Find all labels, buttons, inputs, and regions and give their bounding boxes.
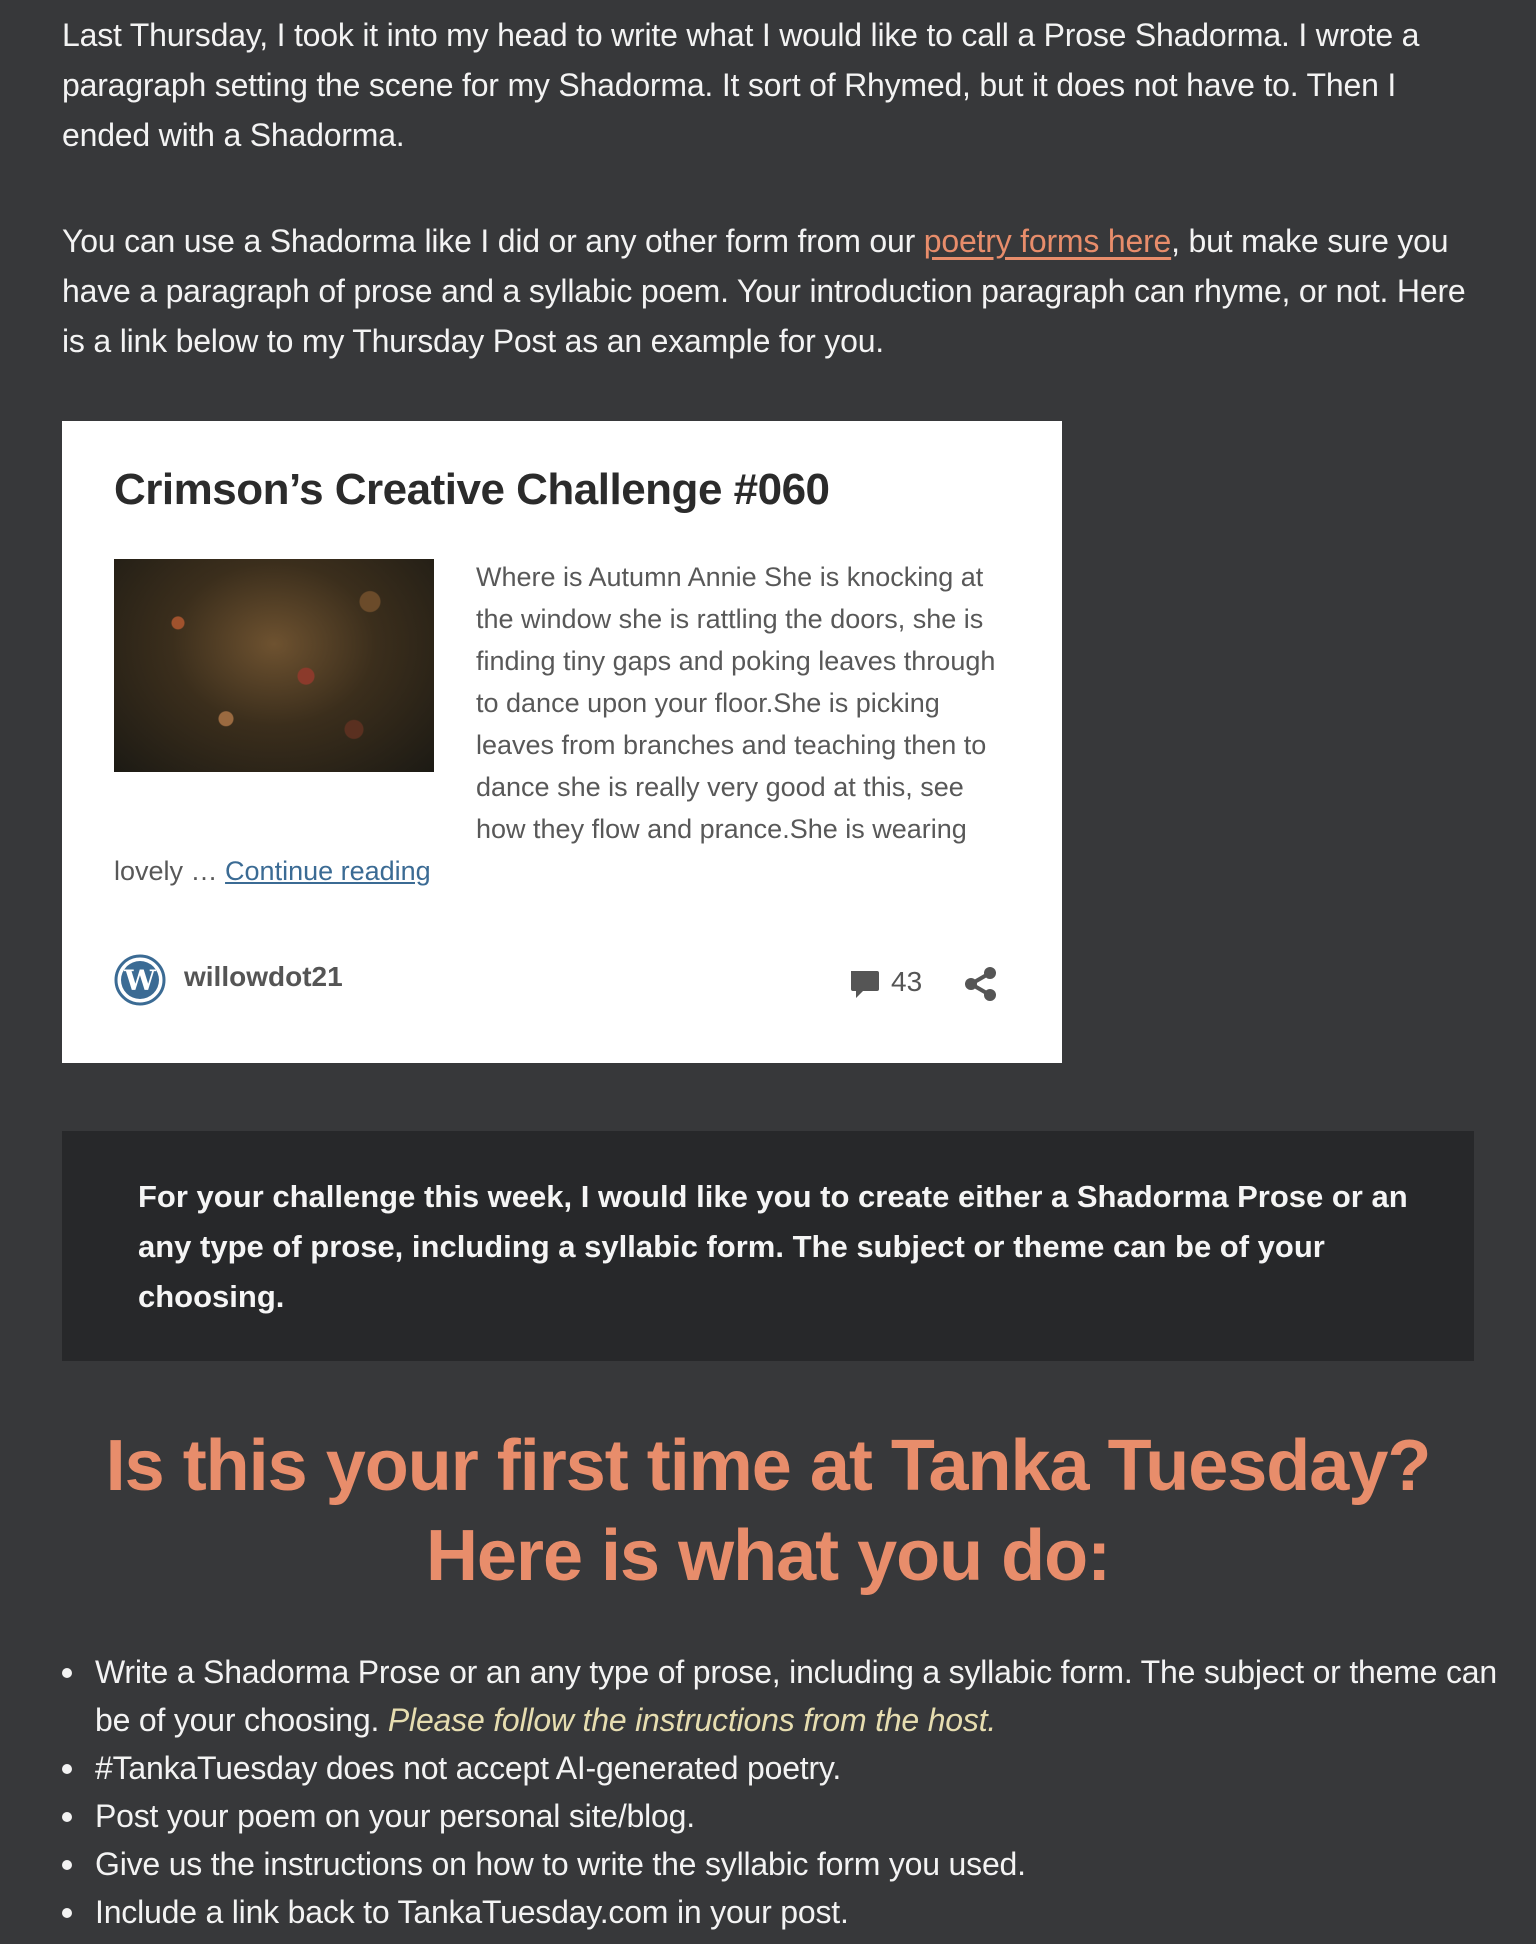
list-item: Give us the instructions on how to write the syllabic form you used. [62,1840,1502,1888]
challenge-callout-text: For your challenge this week, I would like you to create either a Shadorma Prose or an any type of prose, including a syllabic form. The subject or theme can be of your choosing. [138,1179,1408,1314]
intro-paragraph-1: Last Thursday, I took it into my head to write what I would like to call a Prose Shadorma. I wrote a paragraph setting the scene for my Shadorma. It sort of Rhymed, but it does not have to. Then I ended with a Shadorma. [62,17,1420,153]
embed-author-name[interactable]: willowdot21 [184,961,343,992]
intro-paragraph-2-end: , but make sure you have a paragraph of prose and a syllabic poem. Your introduction paragraph can rhyme, or not. Here is a link below to my Thursday Post as an example for you. [62,223,1466,359]
comment-bubble-icon[interactable] [847,967,881,1001]
svg-text:W: W [124,964,156,997]
share-icon[interactable] [962,965,1000,1003]
continue-reading-link[interactable]: Continue reading [225,856,431,886]
intro-paragraph-2 [62,216,1482,366]
challenge-callout [62,1131,1474,1361]
poetry-forms-link[interactable]: poetry forms here [923,223,1172,259]
first-time-heading-line-2: Here is what you do: [425,1516,1111,1596]
embed-excerpt-text: Where is Autumn Annie She is knocking at the window she is rattling the doors, she is finding tiny gaps and poking leaves through to dance upon your floor.She is picking leaves from branches and teaching then to dance she is really very good at this, see how they flow and prance.She is wearing lovely … [114,562,996,886]
list-item: #TankaTuesday does not accept AI-generated poetry. [62,1744,1502,1792]
embed-excerpt [114,556,1014,892]
host-instructions-note: Please follow the instructions from the host. [387,1702,997,1738]
instructions-list [62,1648,1502,1936]
first-time-heading [0,1421,1536,1601]
list-item: Post your poem on your personal site/blog. [62,1792,1502,1840]
comment-count[interactable]: 43 [891,966,923,997]
list-item-text: Write a Shadorma Prose or an any type of prose, including a syllabic form. The subject or theme can be of your choosing. [95,1654,1497,1738]
first-time-heading-line-1: Is this your first time at Tanka Tuesday? [105,1426,1431,1506]
list-item [62,1648,1502,1744]
wordpress-icon[interactable] [114,954,166,1006]
intro-paragraph-2-start: You can use a Shadorma like I did or any other form from our [62,223,924,259]
embed-title[interactable]: Crimson’s Creative Challenge #060 [114,465,830,514]
list-item: Include a link back to TankaTuesday.com in your post. [62,1888,1502,1936]
embedded-post-card[interactable] [62,421,1062,1063]
